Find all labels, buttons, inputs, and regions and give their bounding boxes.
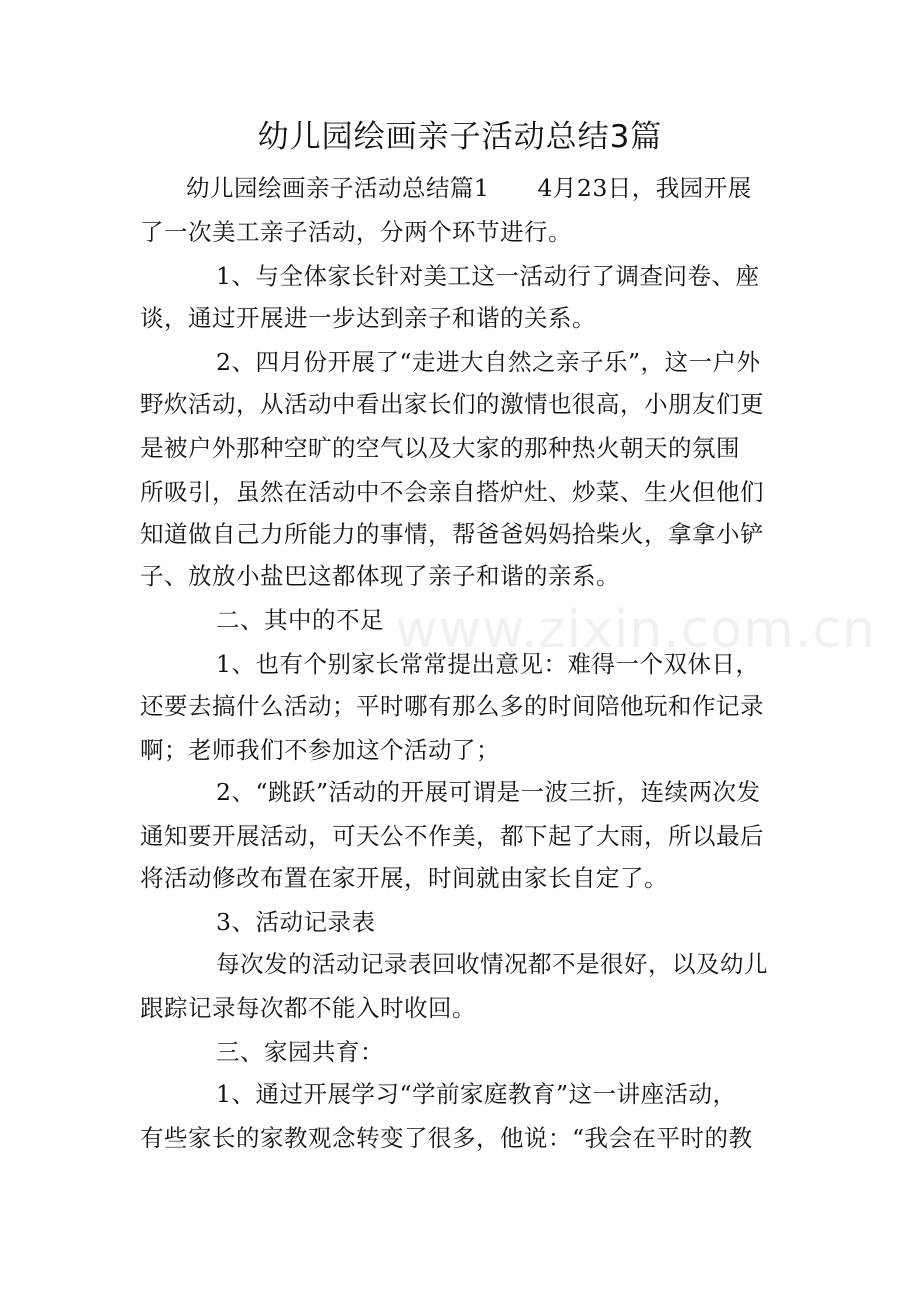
paragraph-line: 还要去搞什么活动；平时哪有那么多的时间陪他玩和作记录 (140, 692, 764, 720)
paragraph-line: 谈，通过开展进一步达到亲子和谐的关系。 (140, 304, 596, 332)
paragraph-line: 知道做自己力所能力的事情，帮爸爸妈妈拾柴火，拿拿小铲 (140, 520, 764, 548)
paragraph-line: 幼儿园绘画亲子活动总结篇1 4月23日，我园开展 (186, 174, 752, 202)
paragraph-line: 子、放放小盐巴这都体现了亲子和谐的亲系。 (140, 562, 620, 590)
paragraph-line: 每次发的活动记录表回收情况都不是很好，以及幼儿 (216, 950, 768, 978)
paragraph-line: 1、与全体家长针对美工这一活动行了调查问卷、座 (216, 262, 760, 290)
paragraph-line: 野炊活动，从活动中看出家长们的激情也很高，小朋友们更 (140, 390, 764, 418)
paragraph-line: 跟踪记录每次都不能入时收回。 (140, 994, 476, 1022)
paragraph-line: 将活动修改布置在家开展，时间就由家长自定了。 (140, 864, 668, 892)
paragraph-line: 了一次美工亲子活动，分两个环节进行。 (140, 218, 572, 246)
paragraph-line: 是被户外那种空旷的空气以及大家的那种热火朝天的氛围 (140, 434, 740, 462)
watermark: www.zixin.com.cn (395, 600, 876, 660)
paragraph-line: 所吸引，虽然在活动中不会亲自搭炉灶、炒菜、生火但他们 (140, 478, 764, 506)
paragraph-line: 1、也有个别家长常常提出意见：难得一个双休日， (216, 650, 760, 678)
paragraph-line: 啊；老师我们不参加这个活动了； (140, 736, 500, 764)
section-heading: 3、活动记录表 (216, 908, 376, 936)
paragraph-line: 通知要开展活动，可天公不作美，都下起了大雨，所以最后 (140, 822, 764, 850)
document-title: 幼儿园绘画亲子活动总结3篇 (257, 119, 663, 155)
paragraph-line: 1、通过开展学习“学前家庭教育”这一讲座活动， (216, 1080, 737, 1108)
section-heading: 三、家园共育： (216, 1038, 384, 1066)
paragraph-line: 2、“跳跃”活动的开展可谓是一波三折，连续两次发 (216, 778, 761, 806)
paragraph-line: 2、四月份开展了“走进大自然之亲子乐”，这一户外 (216, 348, 761, 376)
paragraph-line: 有些家长的家教观念转变了很多，他说：“我会在平时的教 (140, 1124, 753, 1152)
section-heading: 二、其中的不足 (216, 606, 384, 634)
